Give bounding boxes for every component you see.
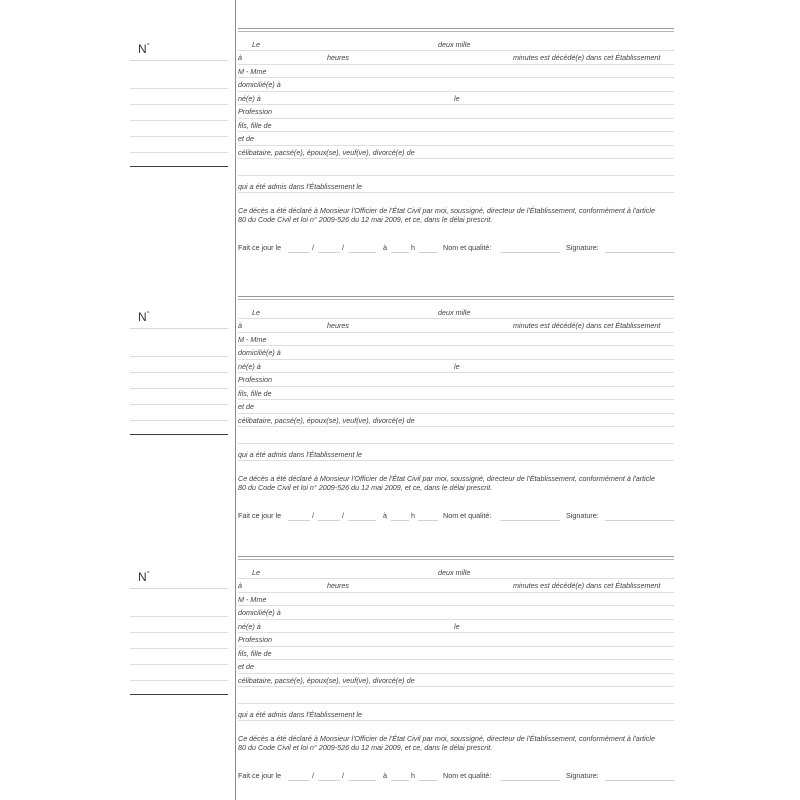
date-slash: / [342, 510, 344, 520]
row-label: Le [252, 307, 260, 317]
signature-label: Signature: [566, 770, 599, 780]
form-row-domicile[interactable] [238, 606, 674, 620]
stub-line[interactable] [130, 680, 228, 681]
form-row-naissance[interactable] [238, 91, 674, 105]
stub-line[interactable] [130, 120, 228, 121]
row-label: Le [252, 39, 260, 49]
form-row-heure[interactable] [238, 579, 674, 593]
row-label: Le [252, 567, 260, 577]
row-label: deux mille [438, 567, 471, 577]
row-label: heures [327, 581, 349, 591]
form-row-le[interactable] [238, 305, 674, 319]
row-label: le [454, 361, 460, 371]
signature-row[interactable] [238, 241, 674, 254]
declaration-line: 80 du Code Civil et loi n° 2009-526 du 12 mai 2009, et ce, dans le délai prescrit. [238, 483, 493, 493]
row-label: M - Mme [238, 594, 267, 604]
form-row-profession[interactable] [238, 373, 674, 387]
row-label: qui a été admis dans l'Établissement le [238, 449, 363, 459]
stub-line[interactable] [130, 664, 228, 665]
form-row-le[interactable] [238, 37, 674, 51]
stub-line[interactable] [130, 616, 228, 617]
hour-label: h [411, 242, 415, 252]
row-label: Profession [238, 375, 272, 385]
stub-line[interactable] [130, 152, 228, 153]
time-at-label: à [383, 770, 387, 780]
row-label: qui a été admis dans l'Établissement le [238, 709, 363, 719]
date-slash: / [312, 770, 314, 780]
stub-number-label: N° [138, 42, 150, 56]
hour-label: h [411, 770, 415, 780]
row-label: qui a été admis dans l'Établissement le [238, 181, 363, 191]
row-label: M - Mme [238, 334, 267, 344]
form-row-le[interactable] [238, 565, 674, 579]
row-label: célibataire, pacsé(e), époux(se), veuf(ve), divorcé(e) de [238, 147, 415, 157]
stub-number-label: N° [138, 570, 150, 584]
row-label: et de [238, 134, 254, 144]
form-row-civilite[interactable] [238, 64, 674, 78]
stub-line[interactable] [130, 632, 228, 633]
page-spine-divider [235, 0, 236, 800]
form-row-admission[interactable] [238, 447, 674, 461]
row-label: M - Mme [238, 66, 267, 76]
row-label: et de [238, 662, 254, 672]
stub-line[interactable] [130, 104, 228, 105]
row-label: le [454, 93, 460, 103]
row-label: Profession [238, 635, 272, 645]
form-row-blank[interactable] [238, 162, 674, 176]
row-label: domicilié(e) à [238, 348, 281, 358]
form-row-civilite[interactable] [238, 592, 674, 606]
declaration-line: 80 du Code Civil et loi n° 2009-526 du 12 mai 2009, et ce, dans le délai prescrit. [238, 743, 493, 753]
declaration-line: Ce décès a été déclaré à Monsieur l'Officier de l'État Civil par moi, soussigné, directeur de l'Établissement, conformément à l'article [238, 474, 655, 483]
stub-number-label: N° [138, 310, 150, 324]
signature-row[interactable] [238, 509, 674, 522]
row-label: minutes est décédé(e) dans cet Établissement [513, 53, 661, 63]
form-row-profession[interactable] [238, 105, 674, 119]
form-top-double-rule [238, 556, 674, 561]
row-label: heures [327, 53, 349, 63]
row-label: domicilié(e) à [238, 80, 281, 90]
form-row-etat-civil[interactable] [238, 413, 674, 427]
form-row-filiation-1[interactable] [238, 118, 674, 132]
row-label: minutes est décédé(e) dans cet Établissement [513, 581, 661, 591]
declaration-line: Ce décès a été déclaré à Monsieur l'Officier de l'État Civil par moi, soussigné, directeur de l'Établissement, conformément à l'article [238, 206, 655, 215]
row-label: Profession [238, 107, 272, 117]
row-label: né(e) à [238, 361, 261, 371]
row-label: domicilié(e) à [238, 608, 281, 618]
stub-bottom-rule [130, 434, 228, 435]
form-row-filiation-2[interactable] [238, 400, 674, 414]
form-row-filiation-1[interactable] [238, 386, 674, 400]
date-label: Fait ce jour le [238, 770, 282, 780]
date-slash: / [342, 242, 344, 252]
name-quality-label: Nom et qualité: [443, 510, 492, 520]
stub-bottom-rule [130, 166, 228, 167]
form-row-etat-civil[interactable] [238, 673, 674, 687]
form-row-heure[interactable] [238, 319, 674, 333]
stub-line[interactable] [130, 388, 228, 389]
row-label: et de [238, 402, 254, 412]
form-row-admission[interactable] [238, 707, 674, 721]
row-label: fils, fille de [238, 648, 272, 658]
time-at-label: à [383, 242, 387, 252]
time-at-label: à [383, 510, 387, 520]
hour-label: h [411, 510, 415, 520]
form-row-filiation-1[interactable] [238, 646, 674, 660]
form-row-naissance[interactable] [238, 619, 674, 633]
row-label: né(e) à [238, 93, 261, 103]
signature-row[interactable] [238, 769, 674, 782]
stub-line[interactable] [130, 372, 228, 373]
row-label: le [454, 621, 460, 631]
form-row-filiation-2[interactable] [238, 660, 674, 674]
date-slash: / [312, 510, 314, 520]
declaration-paragraph [238, 206, 674, 225]
form-row-filiation-2[interactable] [238, 132, 674, 146]
form-row-profession[interactable] [238, 633, 674, 647]
form-row-admission[interactable] [238, 179, 674, 193]
form-row-etat-civil[interactable] [238, 145, 674, 159]
row-label: à [238, 581, 242, 591]
date-slash: / [312, 242, 314, 252]
declaration-line: Ce décès a été déclaré à Monsieur l'Officier de l'État Civil par moi, soussigné, directeur de l'Établissement, conformément à l'article [238, 734, 655, 743]
form-row-domicile[interactable] [238, 346, 674, 360]
form-top-double-rule [238, 296, 674, 301]
form-top-double-rule [238, 28, 674, 33]
stub-line[interactable] [130, 648, 228, 649]
row-label: à [238, 53, 242, 63]
row-label: minutes est décédé(e) dans cet Établissement [513, 321, 661, 331]
form-row-domicile[interactable] [238, 78, 674, 92]
declaration-line: 80 du Code Civil et loi n° 2009-526 du 12 mai 2009, et ce, dans le délai prescrit. [238, 215, 493, 225]
row-label: heures [327, 321, 349, 331]
stub-line[interactable] [130, 404, 228, 405]
row-label: à [238, 321, 242, 331]
stub-line[interactable] [130, 88, 228, 89]
row-label: deux mille [438, 39, 471, 49]
row-label: deux mille [438, 307, 471, 317]
declaration-paragraph [238, 734, 674, 753]
form-row-heure[interactable] [238, 51, 674, 65]
stub-bottom-rule [130, 694, 228, 695]
stub-line[interactable] [130, 356, 228, 357]
form-row-civilite[interactable] [238, 332, 674, 346]
signature-label: Signature: [566, 242, 599, 252]
signature-label: Signature: [566, 510, 599, 520]
date-slash: / [342, 770, 344, 780]
stub-line[interactable] [130, 420, 228, 421]
row-label: célibataire, pacsé(e), époux(se), veuf(ve), divorcé(e) de [238, 675, 415, 685]
declaration-paragraph [238, 474, 674, 493]
row-label: fils, fille de [238, 388, 272, 398]
row-label: célibataire, pacsé(e), époux(se), veuf(ve), divorcé(e) de [238, 415, 415, 425]
form-row-blank[interactable] [238, 430, 674, 444]
form-row-naissance[interactable] [238, 359, 674, 373]
date-label: Fait ce jour le [238, 242, 282, 252]
form-row-blank[interactable] [238, 690, 674, 704]
row-label: fils, fille de [238, 120, 272, 130]
stub-line[interactable] [130, 136, 228, 137]
row-label: né(e) à [238, 621, 261, 631]
name-quality-label: Nom et qualité: [443, 770, 492, 780]
date-label: Fait ce jour le [238, 510, 282, 520]
name-quality-label: Nom et qualité: [443, 242, 492, 252]
